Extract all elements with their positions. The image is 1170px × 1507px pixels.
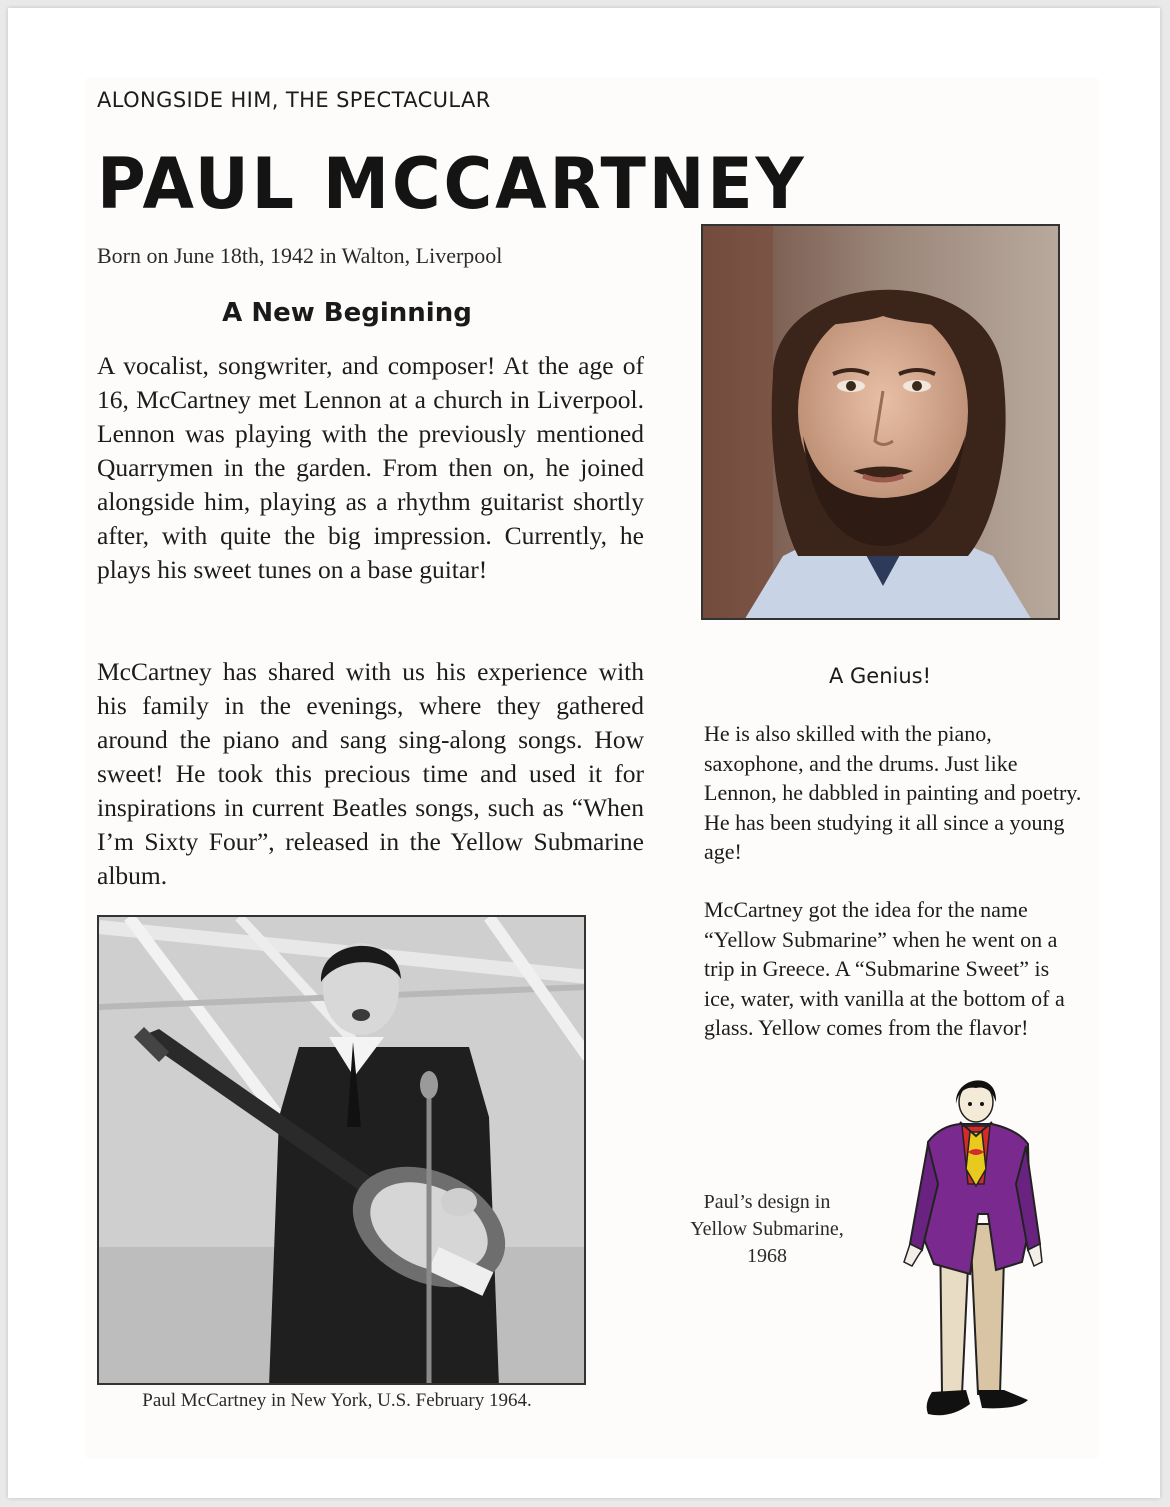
page-title: PAUL MCCARTNEY — [97, 143, 807, 225]
sidebar-paragraph-name-origin: McCartney got the idea for the name “Yellow Submarine” when he went on a trip in Greece. A “Submarine Sweet” is ice, water, with vanilla at the bottom of a glass. Yellow comes from the flavor! — [704, 897, 1065, 1040]
sidebar-heading: A Genius! — [828, 664, 932, 688]
section-heading: A New Beginning — [222, 298, 472, 328]
stage-photo-caption: Paul McCartney in New York, U.S. February 1964. — [142, 1390, 532, 1411]
stage-photo — [97, 915, 586, 1385]
design-caption-line-3: 1968 — [747, 1245, 787, 1267]
sidebar-paragraph-skills: He is also skilled with the piano, saxophone, and the drums. Just like Lennon, he dabbled in painting and poetry. He has been studying it all since a young age! — [704, 721, 1082, 864]
kicker-text: ALONGSIDE HIM, THE SPECTACULAR — [97, 88, 491, 112]
design-caption — [672, 1189, 862, 1270]
paragraph-family: McCartney has shared with us his experience with his family in the evenings, where they gathered around the piano and sang sing-along songs. How sweet! He took this precious time and used it for inspirations in current Beatles songs, such as “When I’m Sixty Four”, released in the Yellow Submarine album. — [97, 657, 644, 890]
design-caption-line-1: Paul’s design in — [703, 1191, 831, 1213]
yellow-submarine-character-illustration — [900, 1074, 1050, 1419]
birth-info: Born on June 18th, 1942 in Walton, Liverpool — [97, 243, 503, 268]
design-caption-line-2: Yellow Submarine, — [690, 1218, 844, 1240]
portrait-photo — [701, 224, 1060, 620]
paragraph-intro: A vocalist, songwriter, and composer! At the age of 16, McCartney met Lennon at a church in Liverpool. Lennon was playing with the previously mentioned Quarrymen in the garden. From then on, he joined alongside him, playing as a rhythm guitarist shortly after, with quite the big impression. Currently, he plays his sweet tunes on a base guitar! — [97, 351, 644, 584]
